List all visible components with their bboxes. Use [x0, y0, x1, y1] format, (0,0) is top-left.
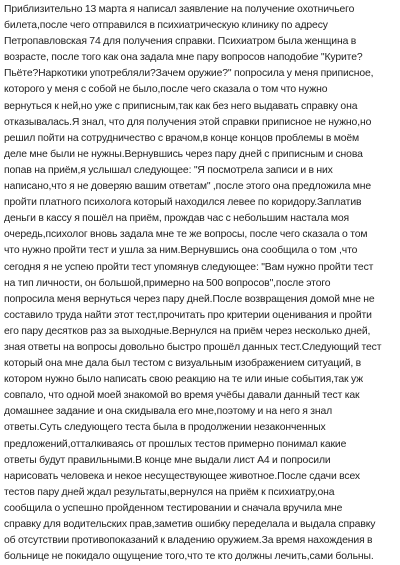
post-line: билета,после чего отправился в психиатрическую клинику по адресу	[4, 20, 328, 32]
post-line: котором нужно было написать свою реакцию на те или иные события,так уж	[4, 374, 363, 386]
post-line: составило труда найти этот тест,прочитать про критерии оценивания и пройти	[4, 309, 372, 321]
post-line: пройти платного психолога который находился левее по коридору.Заплатив	[4, 197, 362, 209]
post-line: отказывалась.Я знал, что для получения этой справки приписное не нужно,но	[4, 116, 372, 128]
post-line: сообщила о успешно пройденном тестировании и сначала вручила мне	[4, 502, 343, 514]
post-line: тестов пару дней ждал результаты,вернулся на приём к психиатру,она	[4, 486, 335, 498]
post-text	[4, 2, 397, 565]
post-line: на тип личности, он большой,примерно на 500 вопросов",после этого	[4, 277, 331, 289]
post-line: Пьёте?Наркотики употребляли?Зачем оружие?" попросила у меня приписное,	[4, 68, 374, 80]
post-line: деньги в кассу я пошёл на приём, прождав час с небольшим настала моя	[4, 213, 350, 225]
post-line: очередь,психолог вновь задала мне те же вопросы, после чего сказала о том	[4, 229, 368, 241]
post-line: справку для водительских прав,заметив ошибку переделала и выдала справку	[4, 519, 376, 530]
post-line: решил пойти на сотрудничество с врачом,в конце концов проблемы в моём	[4, 132, 360, 144]
post-line: попав на приём,я услышал следующее: "Я посмотрела записи и в них	[4, 164, 333, 176]
post-line: попросила меня вернуться через пару дней.После возвращения домой мне не	[4, 293, 375, 305]
post-line: сегодня я не успею пройти тест упомянув следующее: "Вам нужно пройти тест	[4, 261, 374, 273]
post-line: что нужно пройти тест и ушла за ним.Вернувшись она сообщила о том ,что	[4, 245, 358, 257]
post-line: ответы.Суть следующего теста была в продолжении незаконченных	[4, 422, 326, 434]
post-line: зная ответы на вопросы довольно быстро прошёл данных тест.Следующий тест	[4, 341, 382, 353]
post-line: которого у меня с собой не было,после чего сказала о том что нужно	[4, 84, 328, 96]
post-line: написано,что я не доверяю вашим ответам" ,после этого она предложила мне	[4, 181, 372, 193]
post-line: об отсутствии противопоказаний к владению оружием.За время нахождения в	[4, 535, 373, 547]
post-line: который она мне дала был тестом с визуальным изображением ситуаций, в	[4, 358, 362, 370]
post-line: возрасте, после того как она задала мне пару вопросов наподобие "Курите?	[4, 52, 363, 64]
post-line: деле мне были не нужны.Вернувшись через пару дней с приписным и снова	[4, 148, 363, 160]
post-line: нарисовать человека и некое несуществующее животное.После сдачи всех	[4, 470, 360, 482]
post-line: больнице не покидало ощущение того,что те кто должны лечить,сами больны.	[4, 551, 374, 563]
post-line: домашнее задание и она скидывала его мне,поэтому и на него я знал	[4, 406, 333, 418]
post-line: совпало, что одной моей знакомой во время учёбы давали данный тест как	[4, 390, 360, 402]
post-line: предложений,отталкиваясь от прошлых тестов примерно понимал какие	[4, 438, 347, 450]
post-line: Петропавловская 74 для получения справки. Психиатром была женщина в	[4, 36, 357, 48]
post-line: Приблизительно 13 марта я написал заявление на получение охотничьего	[4, 4, 355, 15]
post-line: ответы будут правильными.В конце мне выдали лист А4 и попросили	[4, 454, 331, 466]
post-line: вернуться к ней,но уже с приписным,так как без него выдавать справку она	[4, 100, 358, 112]
post-line: его пару десятков раз за выходные.Вернулся на приём через несколько дней,	[4, 325, 371, 337]
